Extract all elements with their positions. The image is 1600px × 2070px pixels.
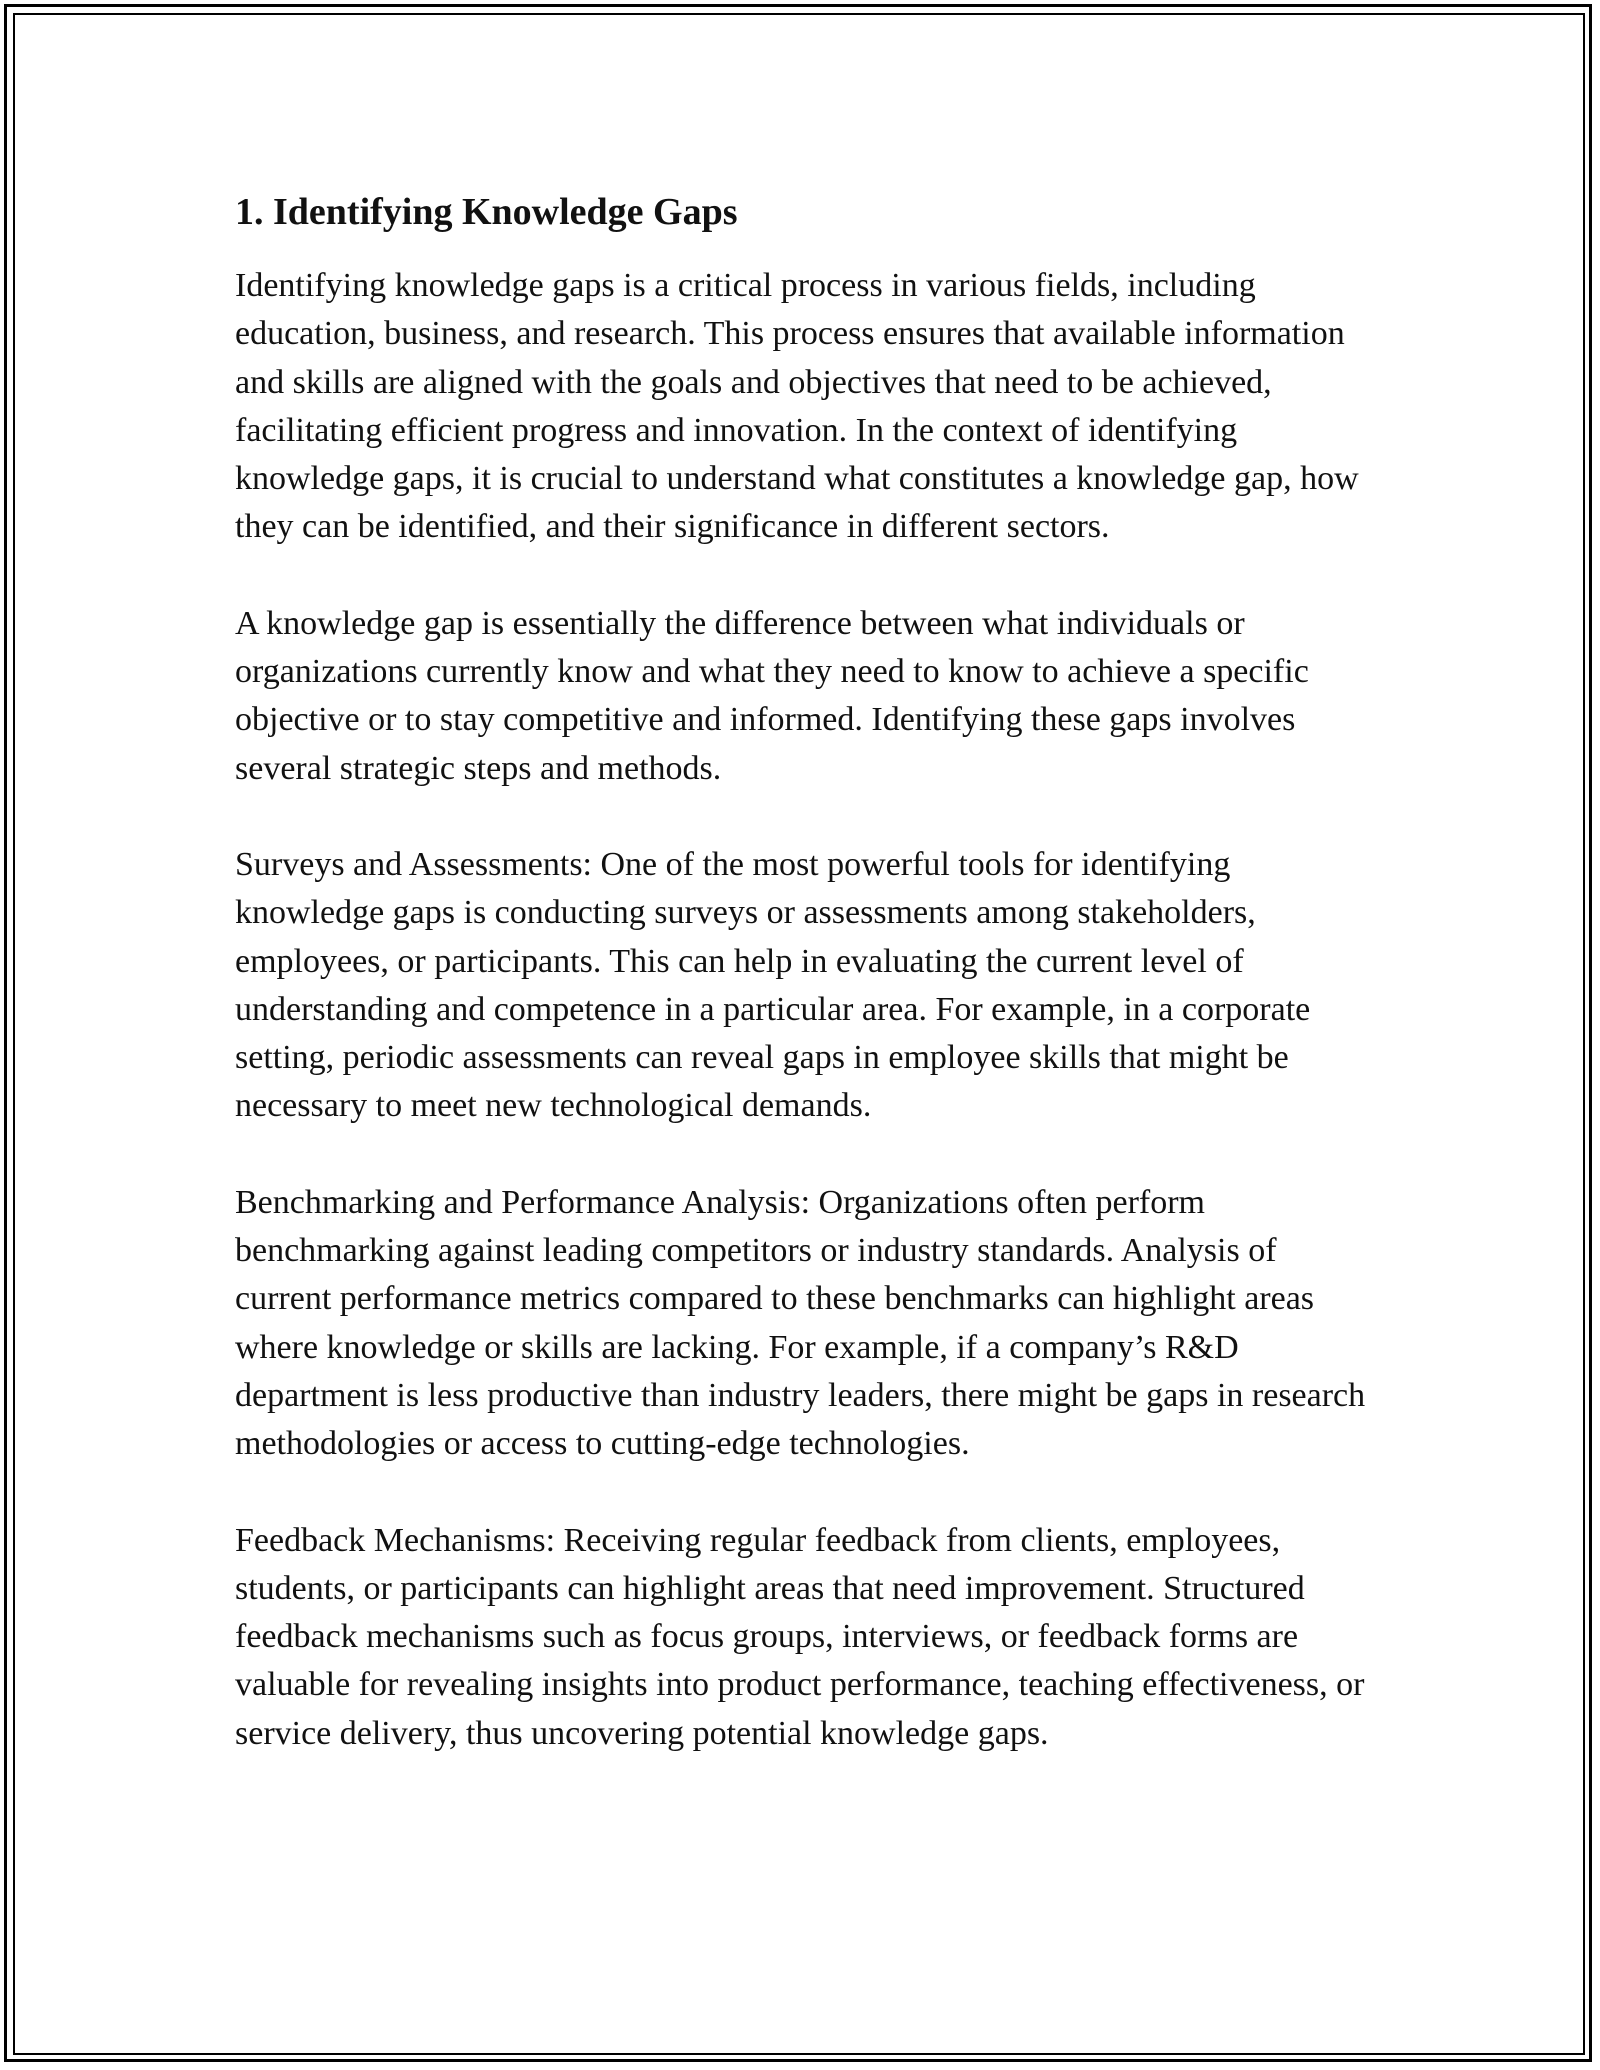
paragraph-intro: Identifying knowledge gaps is a critical process in various fields, including education, business, and research. This process ensures that available information and skills are aligned with the goals and objectives that need to be achieved, facilitating efficient progress and innovation. In the context of identifying knowledge gaps, it is crucial to understand what constitutes a knowledge gap, how they can be identified, and their significance in different sectors. bbox=[235, 267, 1359, 546]
section-heading: 1. Identifying Knowledge Gaps bbox=[235, 191, 738, 233]
document-body bbox=[235, 188, 1375, 1806]
paragraph-feedback: Feedback Mechanisms: Receiving regular feedback from clients, employees, students, or participants can highlight areas that need improvement. Structured feedback mechanisms such as focus groups, interviews, or feedback forms are valuable for revealing insights into product performance, teaching effectiveness, or service delivery, thus uncovering potential knowledge gaps. bbox=[235, 1521, 1365, 1752]
paragraph-surveys: Surveys and Assessments: One of the most powerful tools for identifying knowledge gaps is conducting surveys or assessments among stakeholders, employees, or participants. This can help in evaluating the current level of understanding and competence in a particular area. For example, in a corporate setting, periodic assessments can reveal gaps in employee skills that might be necessary to meet new technological demands. bbox=[235, 845, 1311, 1125]
paragraph-definition: A knowledge gap is essentially the difference between what individuals or organizations currently know and what they need to know to achieve a specific objective or to stay competitive and informed. Identifying these gaps involves several strategic steps and methods. bbox=[235, 604, 1309, 787]
paragraph-benchmarking: Benchmarking and Performance Analysis: Organizations often perform benchmarking against leading competitors or industry standards. Analysis of current performance metrics compared to these benchmarks can highlight areas where knowledge or skills are lacking. For example, if a company’s R&D department is less productive than industry leaders, there might be gaps in research methodologies or access to cutting-edge technologies. bbox=[235, 1183, 1366, 1463]
